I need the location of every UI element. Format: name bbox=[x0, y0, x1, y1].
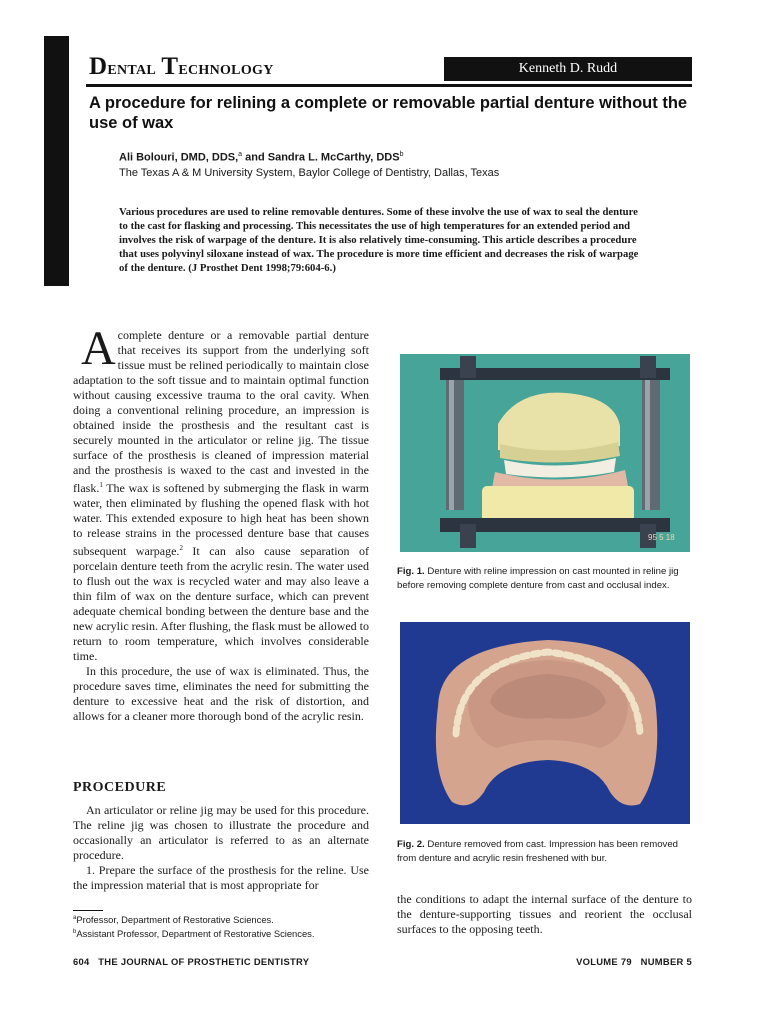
figure-2-caption bbox=[397, 838, 692, 866]
reference-2[interactable]: 2 bbox=[179, 544, 183, 552]
author-1: Ali Bolouri, DMD, DDS, bbox=[119, 151, 239, 164]
section-marker-bar bbox=[44, 36, 69, 286]
article-title: A procedure for relining a complete or removable partial denture without the use of wax bbox=[89, 94, 688, 132]
section-title-word-1: ental bbox=[107, 57, 162, 79]
footnote-b-text: Assistant Professor, Department of Restorative Sciences. bbox=[76, 928, 315, 940]
paragraph-procedure: An articulator or reline jig may be used for this procedure. The reline jig was chosen to illustrate the procedure and occasionally an articulator is referred to as an alternate procedure. bbox=[73, 803, 369, 862]
intro-text-1: complete denture or a removable partial denture that receives its support from the underlying soft tissue must be relined periodically to maintain close adaptation to the soft tissue and to maintain optimal function without causing excessive trauma to the oral cavity. When doing a conventional relining procedure, an impression is obtained inside the prosthesis and the resultant cast is securely mounted in the articulator or reline jig. The tissue surface of the prosthesis is cleaned of impression material and the prosthesis is waxed to the cast and invested in the flask. bbox=[73, 328, 369, 495]
abstract: Various procedures are used to reline removable dentures. Some of these involve the use of wax to seal the denture to the cast for flasking and processing. This necessitates the use of high temperatures for an extended period and involves the risk of warpage of the denture. It is also relatively time-consuming. This article describes a procedure that uses polyvinyl siloxane instead of wax. The procedure is more time efficient and decreases the risk of warpage of the denture. (J Prosthet Dent 1998;79:604-6.) bbox=[119, 206, 639, 274]
footnote-b-marker: b bbox=[73, 929, 77, 936]
figure-2-caption-text: Denture removed from cast. Impression has been removed from denture and acrylic resin freshened with bur. bbox=[397, 839, 679, 864]
issue-number: NUMBER 5 bbox=[640, 956, 692, 967]
reline-jig-illustration bbox=[400, 354, 690, 552]
section-title-initial-2: T bbox=[161, 53, 179, 80]
body-column-intro bbox=[73, 322, 369, 724]
paragraph-intro bbox=[73, 322, 369, 664]
footer-left bbox=[73, 956, 309, 967]
figure-1-caption-text: Denture with reline impression on cast mounted in reline jig before removing complete denture from cast and occlusal index. bbox=[397, 566, 679, 591]
figure-1-caption bbox=[397, 565, 692, 593]
author-2-note: b bbox=[399, 151, 404, 158]
intro-text-2: The wax is softened by submerging the flask in warm water, then eliminated by flushing the opened flask with hot water. This extended exposure to high heat has been shown to release strains in the processed denture base that causes subsequent warpage. bbox=[73, 481, 369, 558]
photo-date-stamp: 95 5 18 bbox=[648, 533, 675, 542]
author-1-note: a bbox=[238, 151, 243, 158]
section-editor-box: Kenneth D. Rudd bbox=[444, 57, 692, 81]
affiliation: The Texas A & M University System, Baylor College of Dentistry, Dallas, Texas bbox=[119, 166, 500, 179]
paragraph-step-1: 1. Prepare the surface of the prosthesis for the reline. Use the impression material that is most appropriate for bbox=[73, 863, 369, 892]
section-title bbox=[89, 53, 274, 81]
section-title-initial-1: D bbox=[89, 53, 108, 80]
procedure-heading: PROCEDURE bbox=[73, 780, 167, 795]
figure-1-photo bbox=[400, 354, 690, 552]
figure-2-label: Fig. 2. bbox=[397, 839, 425, 850]
figure-1-label: Fig. 1. bbox=[397, 566, 425, 577]
body-column-procedure bbox=[73, 803, 369, 893]
footer-right bbox=[560, 956, 692, 967]
section-title-word-2: echnology bbox=[178, 57, 274, 79]
journal-name: THE JOURNAL OF PROSTHETIC DENTISTRY bbox=[98, 956, 310, 967]
author-block bbox=[119, 147, 519, 181]
paragraph-step-1-continued: the conditions to adapt the internal surface of the denture to the denture-supporting tissues and reorient the occlusal surfaces to the opposing teeth. bbox=[397, 892, 692, 936]
author-2: and Sandra L. McCarthy, DDS bbox=[242, 151, 400, 164]
footnote-rule bbox=[73, 910, 103, 911]
figure-2-photo bbox=[400, 622, 690, 824]
author-names bbox=[119, 147, 519, 166]
footnote-b bbox=[73, 926, 373, 940]
paragraph-rationale: In this procedure, the use of wax is eliminated. Thus, the procedure saves time, eliminates the need for submitting the denture to excessive heat and the risk of distortion, and allows for a cleaner more thorough bond of the acrylic resin. bbox=[73, 664, 369, 723]
page-number: 604 bbox=[73, 956, 90, 967]
footnotes bbox=[73, 912, 373, 940]
footnote-a bbox=[73, 912, 373, 926]
denture-illustration bbox=[400, 622, 690, 824]
drop-cap: A bbox=[81, 322, 116, 375]
footnote-a-marker: a bbox=[73, 915, 77, 921]
header-rule bbox=[86, 84, 692, 87]
intro-text-3: It can also cause separation of porcelain denture teeth from the acrylic resin. The water used to flush out the wax is recycled water and may also leave a thin film of wax on the denture surface, which can prevent adequate chemical bonding between the denture base and the new acrylic resin. After flushing, the flask must be allowed to return to room temperature, which involves considerable time. bbox=[73, 544, 369, 663]
reference-1[interactable]: 1 bbox=[99, 481, 103, 489]
footnote-a-text: Professor, Department of Restorative Sciences. bbox=[76, 914, 274, 926]
volume-label: VOLUME 79 bbox=[576, 956, 632, 967]
